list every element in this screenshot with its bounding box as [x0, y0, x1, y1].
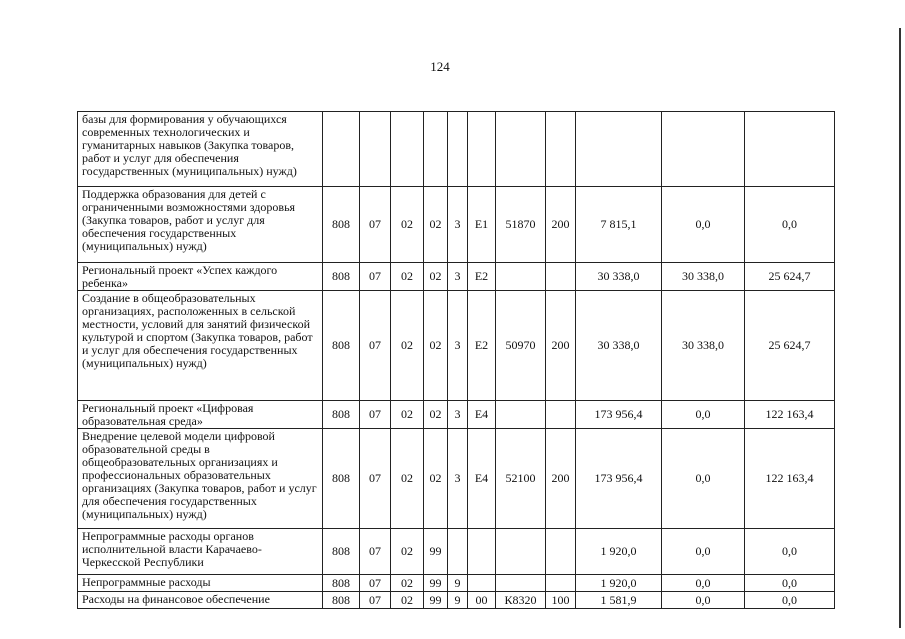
description-cell: базы для формирования у обучающихся современных технологических и гуманитарных навыков (Закупка товаров, работ и услуг для обеспечения государственных (муниципальных) нужд) [78, 112, 323, 187]
ministry-code-cell: 808 [323, 291, 360, 401]
subprogram-code-cell: 3 [448, 291, 468, 401]
description-cell: Поддержка образования для детей с ограниченными возможностями здоровья (Закупка товаров, работ и услуг для обеспечения государственных (муниципальных) нужд) [78, 187, 323, 263]
table-body [78, 112, 835, 609]
program-code-cell: 02 [424, 263, 448, 291]
sum-2021-cell: 0,0 [662, 529, 745, 575]
sum-2022-cell: 25 624,7 [745, 263, 835, 291]
ministry-code-cell: 808 [323, 187, 360, 263]
table-row [78, 529, 835, 575]
expense-type-cell: 100 [546, 592, 576, 609]
project-code-cell: E2 [468, 291, 496, 401]
project-code-cell: E1 [468, 187, 496, 263]
sum-2021-cell: 0,0 [662, 187, 745, 263]
expense-direction-cell [496, 575, 546, 592]
section-code-cell [360, 112, 391, 187]
expense-type-cell: 200 [546, 187, 576, 263]
ministry-code-cell: 808 [323, 429, 360, 529]
program-code-cell: 02 [424, 401, 448, 429]
expense-type-cell [546, 529, 576, 575]
section-code-cell: 07 [360, 529, 391, 575]
expense-type-cell [546, 575, 576, 592]
expense-direction-cell: 50970 [496, 291, 546, 401]
sum-2022-cell: 122 163,4 [745, 429, 835, 529]
program-code-cell: 99 [424, 575, 448, 592]
program-code-cell: 02 [424, 187, 448, 263]
sum-2021-cell: 0,0 [662, 429, 745, 529]
sum-2021-cell: 30 338,0 [662, 291, 745, 401]
subsection-code-cell: 02 [391, 592, 424, 609]
table-row [78, 263, 835, 291]
subsection-code-cell: 02 [391, 401, 424, 429]
description-cell: Создание в общеобразовательных организациях, расположенных в сельской местности, условий для занятий физической культурой и спортом (Закупка товаров, работ и услуг для обеспечения государственных (муниципальных) нужд) [78, 291, 323, 401]
expense-direction-cell [496, 263, 546, 291]
subprogram-code-cell: 9 [448, 592, 468, 609]
description-cell: Непрограммные расходы [78, 575, 323, 592]
project-code-cell: 00 [468, 592, 496, 609]
ministry-code-cell: 808 [323, 592, 360, 609]
sum-2022-cell: 0,0 [745, 592, 835, 609]
sum-2020-cell: 173 956,4 [576, 429, 662, 529]
subprogram-code-cell: 3 [448, 187, 468, 263]
ministry-code-cell [323, 112, 360, 187]
sum-2020-cell [576, 112, 662, 187]
project-code-cell: E4 [468, 429, 496, 529]
table-row [78, 575, 835, 592]
sum-2020-cell: 173 956,4 [576, 401, 662, 429]
expense-type-cell [546, 263, 576, 291]
expense-direction-cell: 51870 [496, 187, 546, 263]
description-cell: Расходы на финансовое обеспечение [78, 592, 323, 609]
section-code-cell: 07 [360, 575, 391, 592]
expense-type-cell: 200 [546, 291, 576, 401]
program-code-cell: 99 [424, 529, 448, 575]
expense-type-cell [546, 401, 576, 429]
scan-edge-line [899, 28, 901, 628]
project-code-cell: E4 [468, 401, 496, 429]
sum-2020-cell: 7 815,1 [576, 187, 662, 263]
subprogram-code-cell: 3 [448, 401, 468, 429]
sum-2021-cell [662, 112, 745, 187]
table-row [78, 592, 835, 609]
subsection-code-cell: 02 [391, 263, 424, 291]
sum-2020-cell: 1 581,9 [576, 592, 662, 609]
sum-2020-cell: 1 920,0 [576, 575, 662, 592]
expense-direction-cell: К8320 [496, 592, 546, 609]
table-row [78, 112, 835, 187]
sum-2022-cell: 122 163,4 [745, 401, 835, 429]
table-row [78, 187, 835, 263]
ministry-code-cell: 808 [323, 263, 360, 291]
sum-2022-cell: 0,0 [745, 187, 835, 263]
expense-direction-cell [496, 112, 546, 187]
section-code-cell: 07 [360, 263, 391, 291]
sum-2020-cell: 30 338,0 [576, 291, 662, 401]
project-code-cell [468, 529, 496, 575]
section-code-cell: 07 [360, 187, 391, 263]
subprogram-code-cell: 3 [448, 263, 468, 291]
section-code-cell: 07 [360, 429, 391, 529]
project-code-cell: E2 [468, 263, 496, 291]
ministry-code-cell: 808 [323, 575, 360, 592]
sum-2021-cell: 30 338,0 [662, 263, 745, 291]
expense-type-cell: 200 [546, 429, 576, 529]
program-code-cell [424, 112, 448, 187]
sum-2020-cell: 30 338,0 [576, 263, 662, 291]
description-cell: Непрограммные расходы органов исполнительной власти Карачаево-Черкесской Республики [78, 529, 323, 575]
ministry-code-cell: 808 [323, 529, 360, 575]
expense-direction-cell [496, 401, 546, 429]
subprogram-code-cell: 9 [448, 575, 468, 592]
description-cell: Региональный проект «Успех каждого ребенка» [78, 263, 323, 291]
subsection-code-cell: 02 [391, 429, 424, 529]
section-code-cell: 07 [360, 592, 391, 609]
sum-2021-cell: 0,0 [662, 401, 745, 429]
subsection-code-cell [391, 112, 424, 187]
subsection-code-cell: 02 [391, 187, 424, 263]
subprogram-code-cell: 3 [448, 429, 468, 529]
table-row [78, 291, 835, 401]
budget-table [77, 111, 835, 609]
expense-direction-cell [496, 529, 546, 575]
project-code-cell [468, 112, 496, 187]
project-code-cell [468, 575, 496, 592]
subprogram-code-cell [448, 529, 468, 575]
sum-2022-cell: 25 624,7 [745, 291, 835, 401]
page-number: 124 [430, 59, 450, 74]
sum-2022-cell: 0,0 [745, 529, 835, 575]
table-row [78, 401, 835, 429]
description-cell: Внедрение целевой модели цифровой образовательной среды в общеобразовательных организациях и профессиональных образовательных организациях (Закупка товаров, работ и услуг для обеспечения государственных (муниципальных) нужд) [78, 429, 323, 529]
expense-type-cell [546, 112, 576, 187]
expense-direction-cell: 52100 [496, 429, 546, 529]
program-code-cell: 02 [424, 291, 448, 401]
table-row [78, 429, 835, 529]
subprogram-code-cell [448, 112, 468, 187]
sum-2021-cell: 0,0 [662, 575, 745, 592]
sum-2022-cell [745, 112, 835, 187]
sum-2020-cell: 1 920,0 [576, 529, 662, 575]
description-cell: Региональный проект «Цифровая образовательная среда» [78, 401, 323, 429]
subsection-code-cell: 02 [391, 291, 424, 401]
program-code-cell: 99 [424, 592, 448, 609]
subsection-code-cell: 02 [391, 529, 424, 575]
program-code-cell: 02 [424, 429, 448, 529]
ministry-code-cell: 808 [323, 401, 360, 429]
sum-2022-cell: 0,0 [745, 575, 835, 592]
section-code-cell: 07 [360, 401, 391, 429]
section-code-cell: 07 [360, 291, 391, 401]
sum-2021-cell: 0,0 [662, 592, 745, 609]
subsection-code-cell: 02 [391, 575, 424, 592]
